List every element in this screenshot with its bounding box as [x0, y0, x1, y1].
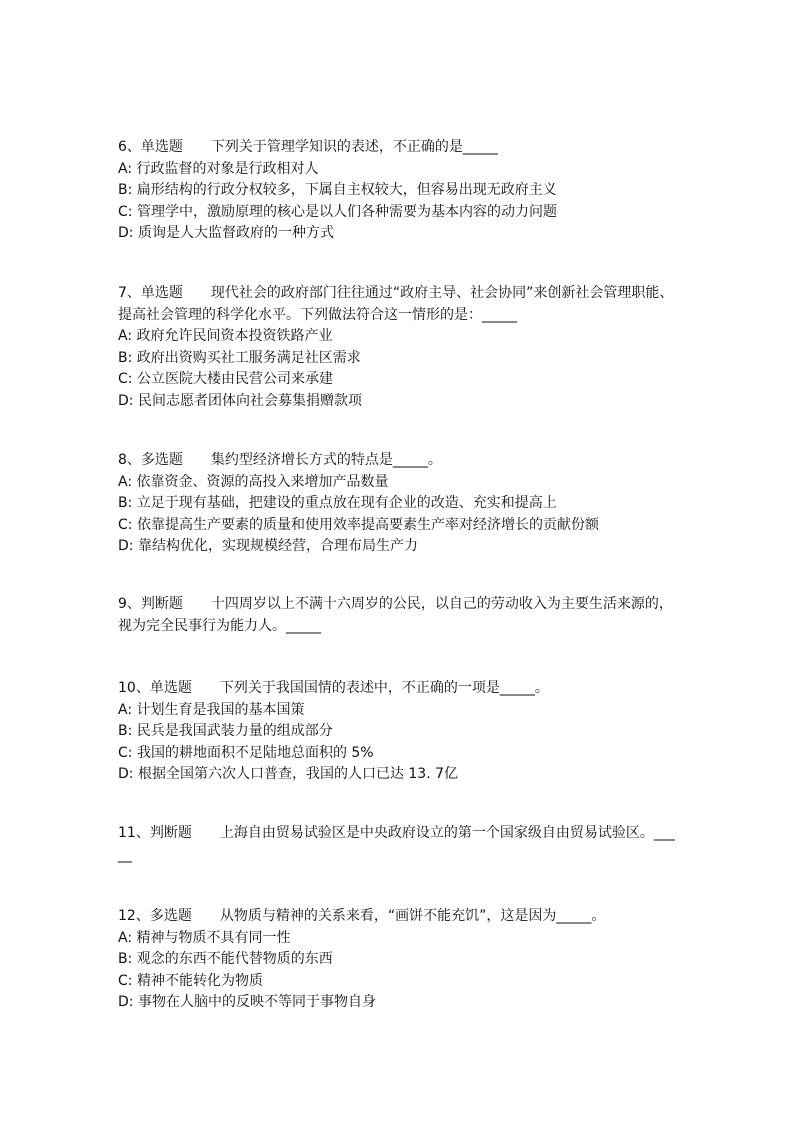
question-12-stem: 从物质与精神的关系来看，“画饼不能充饥”，这是因为_____。: [219, 908, 606, 924]
question-12-head: [118, 906, 678, 928]
question-6-option-d: D: 质询是人大监督政府的一种方式: [118, 225, 334, 241]
question-7-option-a: A: 政府允许民间资本投资铁路产业: [118, 328, 333, 344]
question-8-head: [118, 450, 678, 472]
question-8-option-a: A: 依靠资金、资源的高投入来增加产品数量: [118, 473, 389, 490]
question-6-stem: 下列关于管理学知识的表述，不正确的是_____: [210, 139, 498, 155]
question-6-option-c: C: 管理学中，激励原理的核心是以人们各种需要为基本内容的动力问题: [118, 203, 557, 220]
question-7-option-d: D: 民间志愿者团体向社会募集捐赠款项: [118, 392, 362, 409]
question-9-type: 9、判断题: [118, 596, 183, 612]
question-12-option-a: A: 精神与物质不具有同一性: [118, 929, 291, 946]
question-8-stem: 集约型经济增长方式的特点是_____。: [210, 452, 442, 468]
question-6-type: 6、单选题: [118, 139, 183, 155]
question-8-type: 8、多选题: [118, 452, 183, 468]
question-12-type: 12、多选题: [118, 908, 192, 924]
question-7-type: 7、单选题: [118, 285, 183, 301]
question-6-option-b: B: 扁形结构的行政分权较多，下属自主权较大，但容易出现无政府主义: [118, 182, 557, 198]
question-6-head: [118, 137, 678, 159]
question-12-option-c: C: 精神不能转化为物质: [118, 972, 263, 989]
question-8: [118, 450, 678, 558]
question-11-head: [118, 823, 678, 866]
question-10: [118, 678, 678, 786]
question-9: [118, 594, 678, 637]
question-8-option-c: C: 依靠提高生产要素的质量和使用效率提高要素生产率对经济增长的贡献份额: [118, 516, 599, 533]
question-12-option-d: D: 事物在人脑中的反映不等同于事物自身: [118, 994, 376, 1010]
question-10-option-d: D: 根据全国第六次人口普查，我国的人口已达 13. 7亿: [118, 766, 459, 782]
question-7-stem: 现代社会的政府部门往往通过“政府主导、社会协同”来创新社会管理职能、提高社会管理的科学化水平。下列做法符合这一情形的是：_____: [118, 285, 674, 323]
question-10-type: 10、单选题: [118, 680, 192, 696]
question-9-head: [118, 594, 678, 637]
question-12-option-b: B: 观念的东西不能代替物质的东西: [118, 951, 333, 967]
question-10-stem: 下列关于我国国情的表述中，不正确的一项是_____。: [219, 680, 549, 696]
question-7-option-c: C: 公立医院大楼由民营公司来承建: [118, 371, 333, 387]
question-10-option-a: A: 计划生育是我国的基本国策: [118, 701, 305, 718]
question-9-stem: 十四周岁以上不满十六周岁的公民，以自己的劳动收入为主要生活来源的，视为完全民事行为能力人。_____: [118, 596, 673, 634]
question-7-option-b: B: 政府出资购买社工服务满足社区需求: [118, 349, 361, 366]
question-10-head: [118, 678, 678, 700]
question-10-option-c: C: 我国的耕地面积不足陆地总面积的 5%: [118, 744, 374, 761]
question-11-stem: 上海自由贸易试验区是中央政府设立的第一个国家级自由贸易试验区。_____: [118, 825, 675, 863]
question-12: [118, 906, 678, 1014]
question-11: [118, 823, 678, 866]
question-6: [118, 137, 678, 245]
question-7-head: [118, 283, 678, 326]
question-8-option-d: D: 靠结构优化，实现规模经营，合理布局生产力: [118, 538, 418, 554]
question-10-option-b: B: 民兵是我国武装力量的组成部分: [118, 723, 333, 739]
question-7: [118, 283, 678, 412]
question-11-type: 11、判断题: [118, 825, 192, 841]
question-6-option-a: A: 行政监督的对象是行政相对人: [118, 160, 319, 177]
question-8-option-b: B: 立足于现有基础，把建设的重点放在现有企业的改造、充实和提高上: [118, 495, 557, 511]
